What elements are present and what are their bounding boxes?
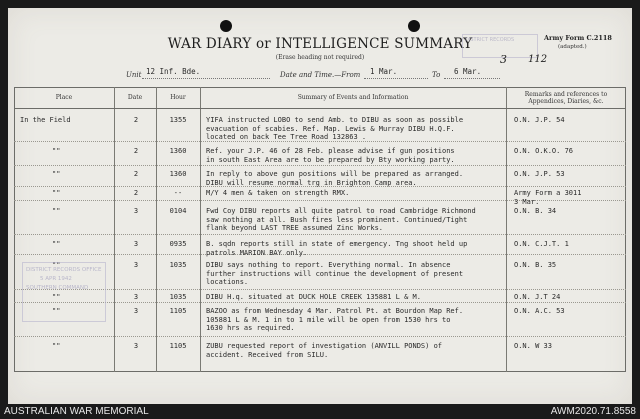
unit-value: 12 Inf. Bde. bbox=[146, 67, 201, 76]
entry-place: "" bbox=[52, 307, 61, 315]
from-date-value: 1 Mar. bbox=[370, 67, 398, 76]
to-label: To bbox=[432, 71, 441, 79]
column-divider bbox=[506, 87, 507, 372]
column-header-place: Place bbox=[55, 94, 73, 101]
entry-date: 3 bbox=[133, 261, 139, 269]
column-header-summary: Summary of Events and Information bbox=[297, 94, 409, 101]
handwritten-folio-number: 112 bbox=[528, 54, 548, 65]
entry-remarks: O.N. B. 34 bbox=[514, 207, 557, 215]
entry-remarks: Army Form a 3011 3 Mar. bbox=[514, 189, 582, 206]
entry-remarks: O.N. W 33 bbox=[514, 342, 552, 350]
date-time-label: Date and Time.—From bbox=[280, 71, 361, 79]
entry-summary: DIBU H.q. situated at DUCK HOLE CREEK 135881 L & M. bbox=[206, 293, 421, 301]
to-date-value: 6 Mar. bbox=[454, 67, 482, 76]
entry-place: "" bbox=[52, 147, 61, 155]
records-stamp-left bbox=[22, 262, 106, 322]
entry-hour: 0935 bbox=[169, 240, 187, 248]
handwritten-page-mark: 3 bbox=[500, 53, 507, 66]
entry-remarks: O.N. J.T 24 bbox=[514, 293, 561, 301]
entry-date: 3 bbox=[133, 307, 139, 315]
diary-subtitle: (Erase heading not required) bbox=[275, 54, 365, 61]
footer-institution: AUSTRALIAN WAR MEMORIAL bbox=[4, 406, 149, 417]
column-divider bbox=[156, 87, 157, 372]
entry-remarks: O.N. O.K.O. 76 bbox=[514, 147, 574, 155]
entry-hour: 1035 bbox=[169, 293, 187, 301]
entry-remarks: O.N. J.P. 54 bbox=[514, 116, 565, 124]
column-header-remarks: Remarks and references to Appendices, Diaries, &c. bbox=[524, 91, 608, 105]
entry-date: 3 bbox=[133, 293, 139, 301]
column-divider bbox=[114, 87, 115, 372]
to-dotline bbox=[444, 78, 500, 79]
entry-hour: -- bbox=[173, 189, 183, 197]
column-divider bbox=[200, 87, 201, 372]
army-form-adapted: (adapted.) bbox=[558, 44, 587, 50]
entry-remarks: O.N. J.P. 53 bbox=[514, 170, 565, 178]
stamp-date: 5 APR 1942 bbox=[40, 276, 72, 282]
entry-date: 2 bbox=[133, 189, 139, 197]
entry-summary: Ref. your J.P. 46 of 28 Feb. please advise if gun positions in south East Area are to be prepared by Bty working party. bbox=[206, 147, 455, 164]
entry-place: "" bbox=[52, 189, 61, 197]
entry-summary: B. sqdn reports still in state of emergency. Tng shoot held up patrols MARION BAY only. bbox=[206, 240, 468, 257]
army-form-number: Army Form C.2118 bbox=[544, 34, 612, 42]
entry-summary: In reply to above gun positions will be prepared as arranged. DIBU will resume normal trg in Brighton Camp area. bbox=[206, 170, 464, 187]
entry-hour: 1360 bbox=[169, 170, 187, 178]
entry-remarks: O.N. B. 35 bbox=[514, 261, 557, 269]
entry-summary: BAZOO as from Wednesday 4 Mar. Patrol Pt. at Bourdon Map Ref. 105881 L & M. 1 in to 1 mile will be open from 1530 hrs to 1630 hrs as required. bbox=[206, 307, 464, 332]
entry-remarks: O.N. C.J.T. 1 bbox=[514, 240, 569, 248]
row-rule bbox=[14, 165, 626, 166]
diary-sheet bbox=[8, 8, 632, 404]
records-stamp-top: DISTRICT RECORDS bbox=[462, 34, 538, 58]
stamp-line: SOUTHERN COMMAND bbox=[26, 285, 89, 291]
entry-date: 2 bbox=[133, 116, 139, 124]
entry-place: "" bbox=[52, 207, 61, 215]
entry-hour: 0104 bbox=[169, 207, 187, 215]
entry-summary: M/Y 4 men & taken on strength RMX. bbox=[206, 189, 350, 197]
entry-place: "" bbox=[52, 240, 61, 248]
column-header-date: Date bbox=[127, 94, 143, 101]
column-header-hour: Hour bbox=[170, 94, 186, 101]
row-rule bbox=[14, 336, 626, 337]
unit-dotline bbox=[142, 78, 270, 79]
entry-remarks: O.N. A.C. 53 bbox=[514, 307, 565, 315]
entry-date: 2 bbox=[133, 147, 139, 155]
archive-footer bbox=[0, 406, 640, 419]
entry-place: "" bbox=[52, 170, 61, 178]
stamp-line: DISTRICT RECORDS OFFICE bbox=[26, 267, 102, 273]
entry-hour: 1105 bbox=[169, 307, 187, 315]
entry-place: In the Field bbox=[20, 116, 71, 124]
footer-accession-number: AWM2020.71.8558 bbox=[550, 406, 636, 417]
entry-date: 3 bbox=[133, 342, 139, 350]
entry-place: "" bbox=[52, 342, 61, 350]
entry-hour: 1360 bbox=[169, 147, 187, 155]
entry-summary: ZUBU requested report of investigation (ANVILL PONDS) of accident. Received from SILU. bbox=[206, 342, 443, 359]
entry-summary: DIBU says nothing to report. Everything normal. In absence further instructions will continue the development of present locations. bbox=[206, 261, 464, 286]
header-rule bbox=[14, 108, 626, 109]
entry-hour: 1105 bbox=[169, 342, 187, 350]
from-dotline bbox=[364, 78, 428, 79]
diary-title: WAR DIARY or INTELLIGENCE SUMMARY bbox=[167, 36, 473, 52]
entry-date: 3 bbox=[133, 207, 139, 215]
entry-place: "" bbox=[52, 293, 61, 301]
entry-summary: Fwd Coy DIBU reports all quite patrol to road Cambridge Richmond saw nothing at all. Bush fires less prominent. Continued/Tight flank beyond LAST TREE assumed Zinc Works. bbox=[206, 207, 476, 232]
entry-summary: YIFA instructed LOBO to send Amb. to DIBU as soon as possible evacuation of scabies. Ref. Map. Lewis & Murray DIBU H.Q.F. located on back Tee Tree Road 132863 . bbox=[206, 116, 464, 141]
punch-hole-left bbox=[220, 20, 232, 32]
entry-place: "" bbox=[52, 261, 61, 269]
row-rule bbox=[14, 234, 626, 235]
unit-label: Unit bbox=[126, 71, 142, 79]
entry-hour: 1035 bbox=[169, 261, 187, 269]
punch-hole-right bbox=[408, 20, 420, 32]
entry-date: 3 bbox=[133, 240, 139, 248]
entry-date: 2 bbox=[133, 170, 139, 178]
entry-hour: 1355 bbox=[169, 116, 187, 124]
